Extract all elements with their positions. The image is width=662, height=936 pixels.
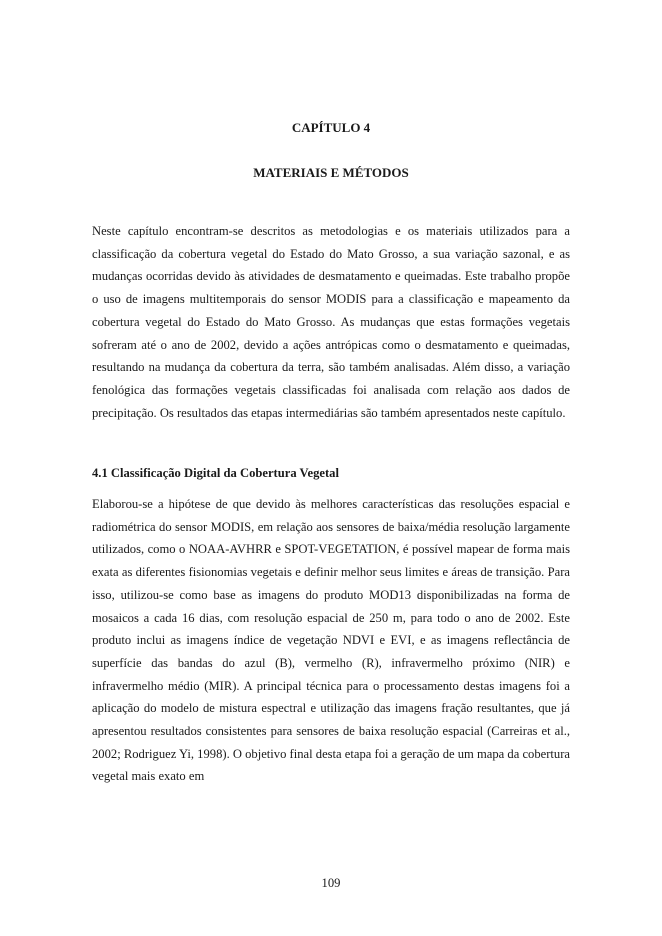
chapter-title: MATERIAIS E MÉTODOS	[253, 165, 409, 180]
intro-paragraph: Neste capítulo encontram-se descritos as metodologias e os materiais utilizados para a classificação da cobertura vegetal do Estado do Mato Grosso, a sua variação sazonal, e as mudanças ocorridas devido às atividades de desmatamento e queimadas. Este trabalho propõe o uso de imagens multitemporais do sensor MODIS para a classificação e mapeamento da cobertura vegetal do Estado do Mato Grosso. As mudanças que estas formações vegetais sofreram até o ano de 2002, devido a ações antrópicas como o desmatamento e queimadas, resultando na mudança da cobertura da terra, são também analisadas. Além disso, a variação fenológica das formações vegetais classificadas foi analisada com relação aos dados de precipitação. Os resultados das etapas intermediárias são também apresentados neste capítulo.	[92, 224, 570, 420]
section-paragraph: Elaborou-se a hipótese de que devido às melhores características das resoluções espacial e radiométrica do sensor MODIS, em relação aos sensores de baixa/média resolução largamente utilizados, como o NOAA-AVHRR e SPOT-VEGETATION, é possível mapear de forma mais exata as diferentes fisionomias vegetais e definir melhor seus limites e áreas de transição. Para isso, utilizou-se como base as imagens do produto MOD13 disponibilizadas na forma de mosaicos a cada 16 dias, com resolução espacial de 250 m, para todo o ano de 2002. Este produto inclui as imagens índice de vegetação NDVI e EVI, e as imagens reflectância de superfície das bandas do azul (B), vermelho (R), infravermelho próximo (NIR) e infravermelho médio (MIR). A principal técnica para o processamento destas imagens foi a aplicação do modelo de mistura espectral e utilização das imagens fração resultantes, que já apresentou resultados consistentes para sensores de baixa resolução espacial (Carreiras et al., 2002; Rodriguez Yi, 1998). O objetivo final desta etapa foi a geração de um mapa da cobertura vegetal mais exato em	[92, 497, 570, 784]
chapter-number: CAPÍTULO 4	[291, 120, 371, 135]
section-heading: 4.1 Classificação Digital da Cobertura Vegetal	[92, 466, 339, 480]
page-number: 109	[321, 876, 341, 890]
